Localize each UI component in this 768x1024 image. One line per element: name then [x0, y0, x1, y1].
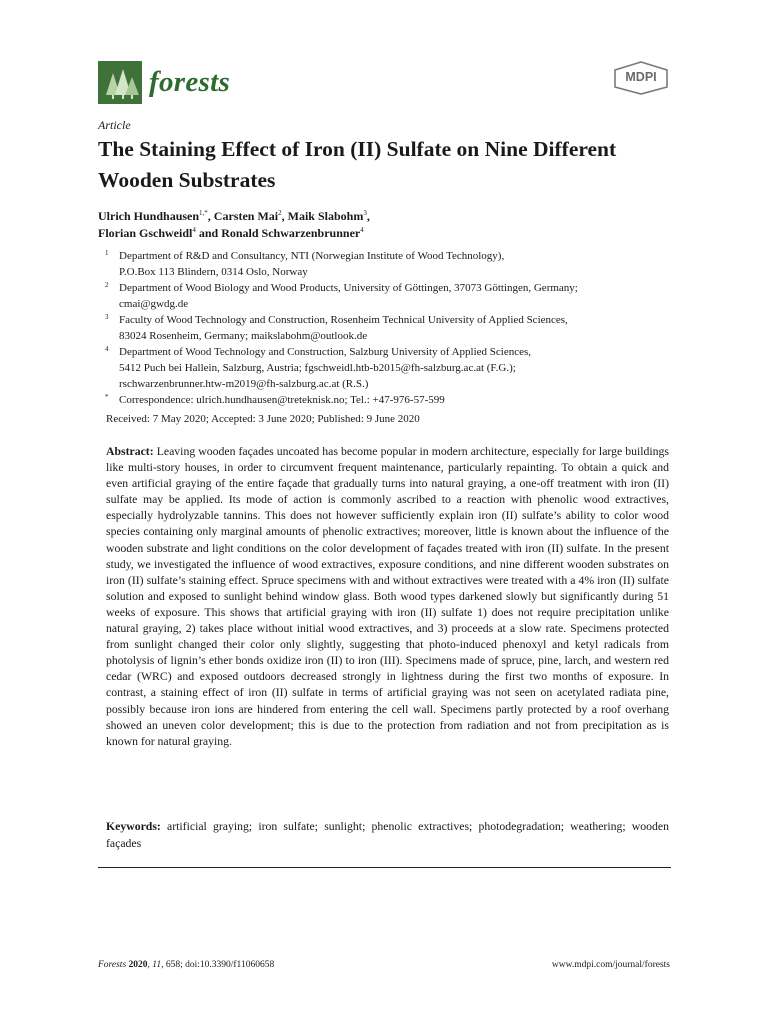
- affiliation-line: 5412 Puch bei Hallein, Salzburg, Austria; fgschweidl.htb-b2015@fh-salzburg.ac.at (F.G.);: [119, 362, 516, 374]
- author-affiliation-mark: 3: [363, 209, 367, 217]
- author-list: [98, 208, 370, 242]
- author-name: Ulrich Hundhausen: [98, 209, 200, 223]
- affiliation-number: 1: [105, 249, 109, 257]
- affiliation-number: 2: [105, 281, 109, 289]
- affiliation-4: [98, 344, 670, 392]
- footer-journal: Forests: [98, 960, 127, 970]
- keywords-label: Keywords:: [106, 820, 161, 833]
- affiliation-line: rschwarzenbrunner.htw-m2019@fh-salzburg.ac.at (R.S.): [119, 378, 369, 390]
- footer-doi: , 658; doi:10.3390/f11060658: [161, 960, 275, 970]
- paper-title: The Staining Effect of Iron (II) Sulfate on Nine Different Wooden Substrates: [98, 137, 617, 192]
- publisher-name: MDPI: [625, 70, 657, 84]
- affiliation-line: P.O.Box 113 Blindern, 0314 Oslo, Norway: [119, 266, 308, 278]
- publisher-logo: [613, 61, 669, 95]
- footer-year: 2020: [128, 960, 148, 970]
- publication-dates: Received: 7 May 2020; Accepted: 3 June 2020; Published: 9 June 2020: [106, 413, 420, 425]
- keywords-text: artificial graying; iron sulfate; sunlight; phenolic extractives; photodegradation; weathering; wooden façades: [106, 820, 669, 850]
- keywords: [106, 819, 669, 852]
- trees-icon: [98, 61, 142, 104]
- article-type: Article: [98, 118, 131, 132]
- journal-name: forests: [149, 66, 231, 98]
- author-separator: ,: [281, 209, 288, 223]
- correspondence-line: Correspondence: ulrich.hundhausen@treteknisk.no; Tel.: +47-976-57-599: [119, 394, 445, 406]
- author-affiliation-mark: 4: [360, 226, 364, 234]
- citation-footer: Forests 2020, 11, 658; doi:10.3390/f11060658: [98, 960, 275, 970]
- author-affiliation-mark: 1,*: [199, 209, 208, 217]
- affiliation-email[interactable]: cmai@gwdg.de: [119, 298, 189, 310]
- author-name: Maik Slabohm: [287, 209, 364, 223]
- author-affiliation-mark: 4: [192, 226, 196, 234]
- affiliation-line: Department of R&D and Consultancy, NTI (Norwegian Institute of Wood Technology),: [119, 250, 505, 262]
- journal-url[interactable]: www.mdpi.com/journal/forests: [551, 960, 670, 970]
- affiliation-line: Department of Wood Biology and Wood Products, University of Göttingen, 37073 Göttingen, Germany;: [119, 282, 578, 294]
- affiliation-number: *: [105, 393, 109, 401]
- affiliation-1: [98, 248, 670, 280]
- journal-logo: [98, 61, 230, 104]
- affiliation-2: [98, 280, 670, 312]
- abstract: [106, 444, 669, 750]
- author-name: Carsten Mai: [213, 209, 279, 223]
- affiliation-line: Department of Wood Technology and Construction, Salzburg University of Applied Sciences,: [119, 346, 531, 358]
- correspondence: [98, 392, 670, 408]
- affiliations: [98, 248, 670, 408]
- affiliation-number: 4: [105, 345, 109, 353]
- author-name: Florian Gschweidl: [98, 226, 193, 240]
- author-separator: ,: [366, 209, 370, 223]
- affiliation-3: [98, 312, 670, 344]
- affiliation-line: 83024 Rosenheim, Germany; maikslabohm@outlook.de: [119, 330, 368, 342]
- author-line-1: [98, 208, 370, 225]
- author-separator: and: [195, 226, 222, 240]
- author-separator: ,: [207, 209, 214, 223]
- affiliation-number: 3: [105, 313, 109, 321]
- author-name: Ronald Schwarzenbrunner: [221, 226, 361, 240]
- affiliation-line: Faculty of Wood Technology and Construction, Rosenheim Technical University of Applied Sciences,: [119, 314, 568, 326]
- abstract-text: Leaving wooden façades uncoated has become popular in modern architecture, especially for large buildings like multi-story houses, in order to circumvent frequent maintenance, particularly repainting. To obtain a quick and even artificial graying of the entire façade that gradually turns into natural graying, a one-off treatment with iron (II) sulfate may be applied. Its mode of action is commonly ascribed to a reaction with phenolic wood extractives, especially hydrolyzable tannins. This does not however sufficiently explain iron (II) sulfate’s ability to color wood species containing only marginal amounts of phenolic extractives; moreover, little is known about the influence of the wooden substrate and light conditions on the color development of façades treated with iron (II) sulfate. In the present study, we investigated the influence of wood extractives, exposure conditions, and nine different wooden substrates on iron (II) sulfate’s staining effect. Spruce specimens with and without extractives were treated with a 4% iron (II) sulfate solution and exposed to sunlight behind window glass. Both wood types darkened slowly but significantly during 51 weeks of exposure. This shows that artificial graying with iron (II) sulfate 1) does not require precipitation unlike natural graying, 2) takes place without initial wood extractives, and 3) proceeds at a slow rate. Specimens protected from sunlight changed their color only slightly, suggesting that photo-induced phenoxyl and ketyl radicals from photolysis of lignin’s ether bonds oxidize iron (II) to iron (III). Specimens made of spruce, pine, larch, and western red cedar (WRC) and exposed outdoors decreased strongly in lightness during the first two months of exposure. In contrast, a staining effect of iron (II) sulfate in terms of artificial graying was not seen on acetylated radiata pine, possibly because iron ions are hindered from entering the cell wall. Specimens partly protected by a roof overhang showed an uneven color development; this is due to the protection from radiation and not from precipitation as is known for natural graying.: [106, 445, 669, 748]
- footer-volume: 11: [152, 960, 162, 970]
- author-line-2: [98, 225, 370, 242]
- author-affiliation-mark: 2: [278, 209, 282, 217]
- abstract-label: Abstract:: [106, 445, 154, 458]
- divider: [98, 867, 671, 868]
